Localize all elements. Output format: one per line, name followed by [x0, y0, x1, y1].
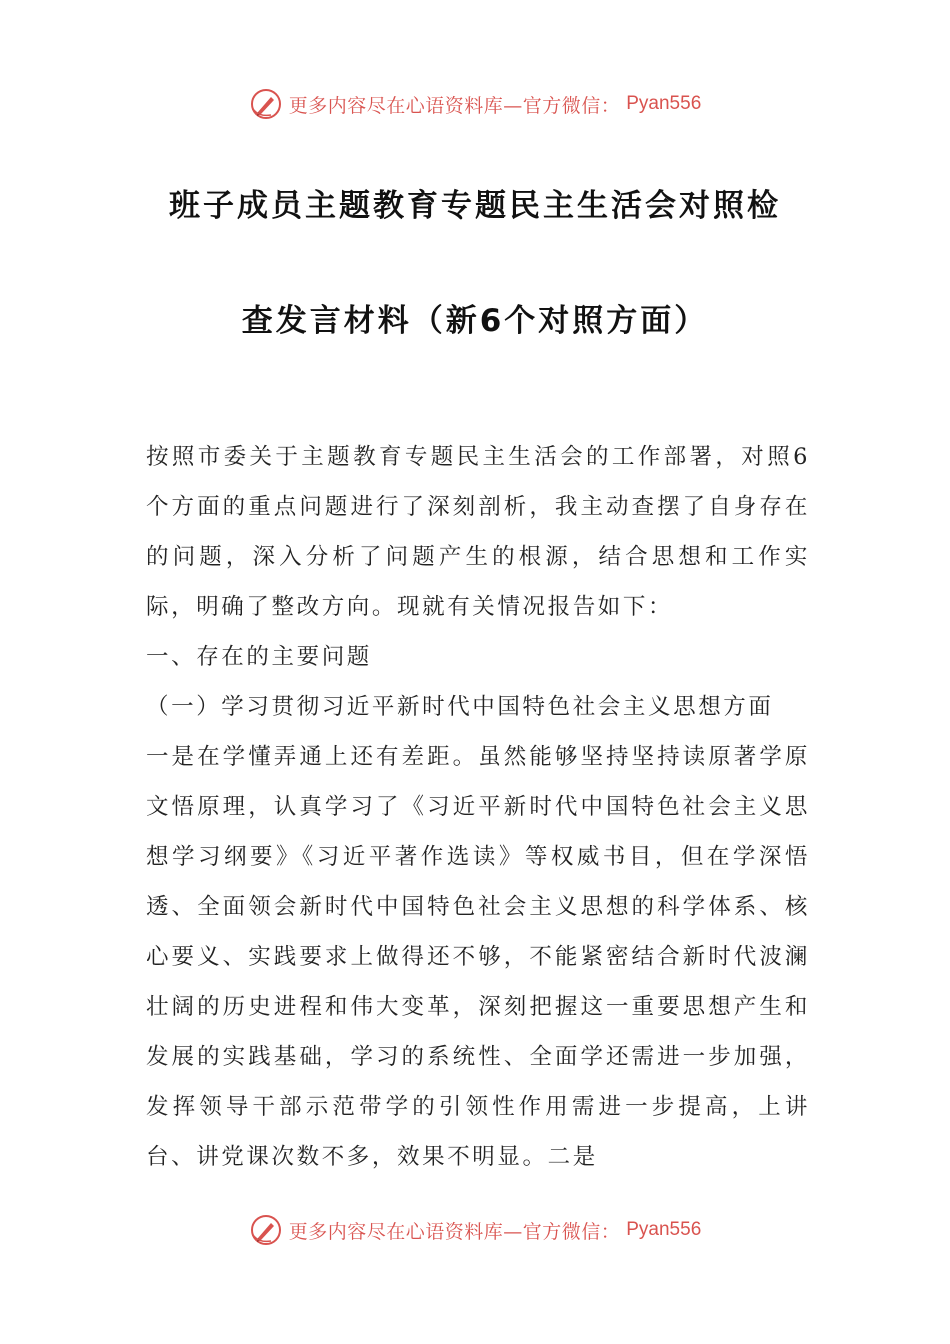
document-title-line1: 班子成员主题教育专题民主生活会对照检 [169, 188, 781, 224]
promo-text: 更多内容尽在心语资料库—官方微信： [288, 94, 621, 117]
pen-logo-icon [249, 87, 283, 121]
header-banner [0, 84, 950, 124]
section-heading: 一、存在的主要问题 [146, 644, 372, 670]
subsection-heading: （一）学习贯彻习近平新时代中国特色社会主义思想方面 [146, 694, 774, 720]
promo-wechat-id: Pyan556 [626, 93, 702, 114]
promo-wechat-id: Pyan556 [626, 1219, 702, 1240]
footer-banner [0, 1210, 950, 1250]
subsection-body: 一是在学懂弄通上还有差距。虽然能够坚持坚持读原著学原文悟原理，认真学习了《习近平新时代中国特色社会主义思想学习纲要》《习近平著作选读》等权威书目，但在学深悟透、全面领会新时代中国特色社会主义思想的科学体系、核心要义、实践要求上做得还不够，不能紧密结合新时代波澜壮阔的历史进程和伟大变革，深刻把握这一重要思想产生和发展的实践基础，学习的系统性、全面学还需进一步加强，发挥领导干部示范带学的引领性作用需进一步提高，上讲台、讲党课次数不多，效果不明显。二是 [146, 744, 810, 1170]
promo-text: 更多内容尽在心语资料库—官方微信： [288, 1220, 621, 1243]
pen-logo-icon [249, 1213, 283, 1247]
intro-paragraph: 按照市委关于主题教育专题民主生活会的工作部署，对照6个方面的重点问题进行了深刻剖析，我主动查摆了自身存在的问题，深入分析了问题产生的根源，结合思想和工作实际，明确了整改方向。现就有关情况报告如下： [146, 444, 810, 620]
document-title-line2: 查发言材料（新6个对照方面） [241, 303, 709, 339]
document-body [146, 432, 810, 1182]
